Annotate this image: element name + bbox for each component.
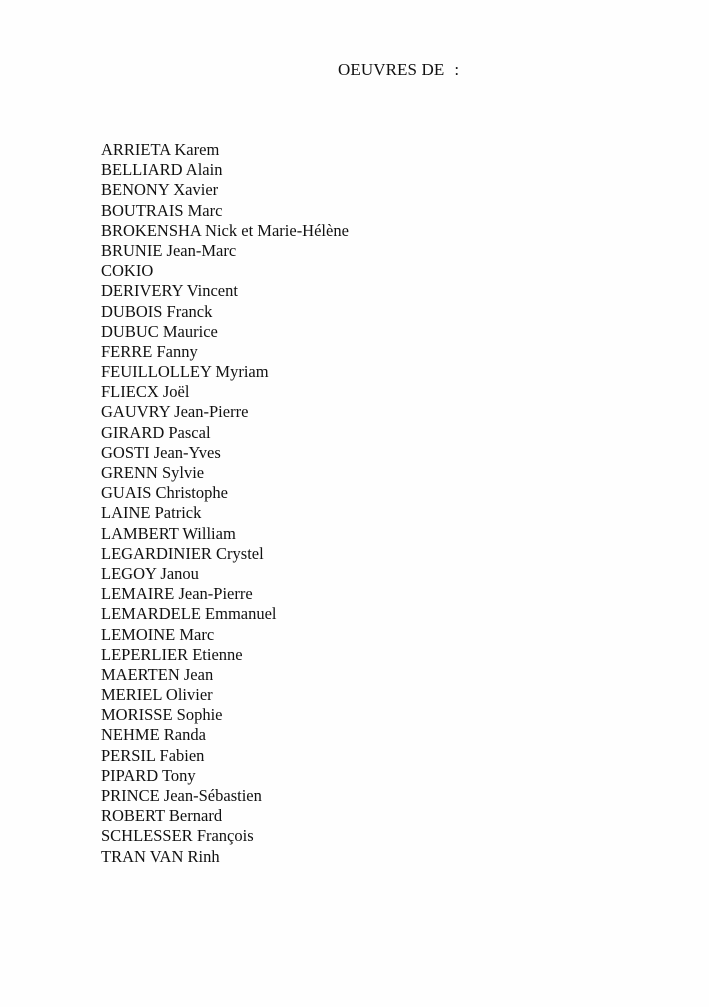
artist-name: LEMAIRE Jean-Pierre <box>101 584 253 604</box>
artist-name: GAUVRY Jean-Pierre <box>101 402 249 422</box>
artist-name: PERSIL Fabien <box>101 745 205 765</box>
artist-name: BENONY Xavier <box>101 180 219 200</box>
artist-name: TRAN VAN Rinh <box>101 846 220 866</box>
artist-name: LEMOINE Marc <box>101 624 215 644</box>
artist-name: GUAIS Christophe <box>101 483 228 503</box>
artist-name: MERIEL Olivier <box>101 685 213 705</box>
artist-name: PRINCE Jean-Sébastien <box>101 786 262 805</box>
artist-name: LEGARDINIER Crystel <box>101 543 264 563</box>
artist-name: ROBERT Bernard <box>101 806 223 826</box>
artist-name: FERRE Fanny <box>101 341 198 361</box>
artist-name: MORISSE Sophie <box>101 705 223 725</box>
artist-name: LEMARDELE Emmanuel <box>101 604 277 624</box>
artist-name: GOSTI Jean-Yves <box>101 442 221 462</box>
artist-name: LEGOY Janou <box>101 563 199 583</box>
artist-name: DUBOIS Franck <box>101 301 213 321</box>
page-title <box>338 60 459 80</box>
artist-name: LAINE Patrick <box>101 503 202 523</box>
artist-name: LAMBERT William <box>101 523 236 543</box>
artist-name: FLIECX Joël <box>101 382 190 402</box>
artist-name: FEUILLOLLEY Myriam <box>101 362 269 382</box>
artist-name: BRUNIE Jean-Marc <box>101 240 237 260</box>
artist-name: NEHME Randa <box>101 725 206 745</box>
artist-name: DUBUC Maurice <box>101 321 218 341</box>
title-text: OEUVRES DE <box>338 60 445 79</box>
artist-name: BELLIARD Alain <box>101 160 223 180</box>
artist-name: ARRIETA Karem <box>101 140 220 159</box>
artist-name: COKIO <box>101 261 154 281</box>
artist-name: DERIVERY Vincent <box>101 281 238 301</box>
artist-name: BOUTRAIS Marc <box>101 200 223 220</box>
title-colon: : <box>454 60 460 79</box>
artist-name: GRENN Sylvie <box>101 463 205 482</box>
artist-name: SCHLESSER François <box>101 826 254 846</box>
artist-name: LEPERLIER Etienne <box>101 644 243 664</box>
artist-name: BROKENSHA Nick et Marie-Hélène <box>101 220 349 240</box>
artist-name: MAERTEN Jean <box>101 664 214 684</box>
artist-name: GIRARD Pascal <box>101 422 211 442</box>
artist-name-list <box>101 140 349 867</box>
artist-name: PIPARD Tony <box>101 765 196 785</box>
